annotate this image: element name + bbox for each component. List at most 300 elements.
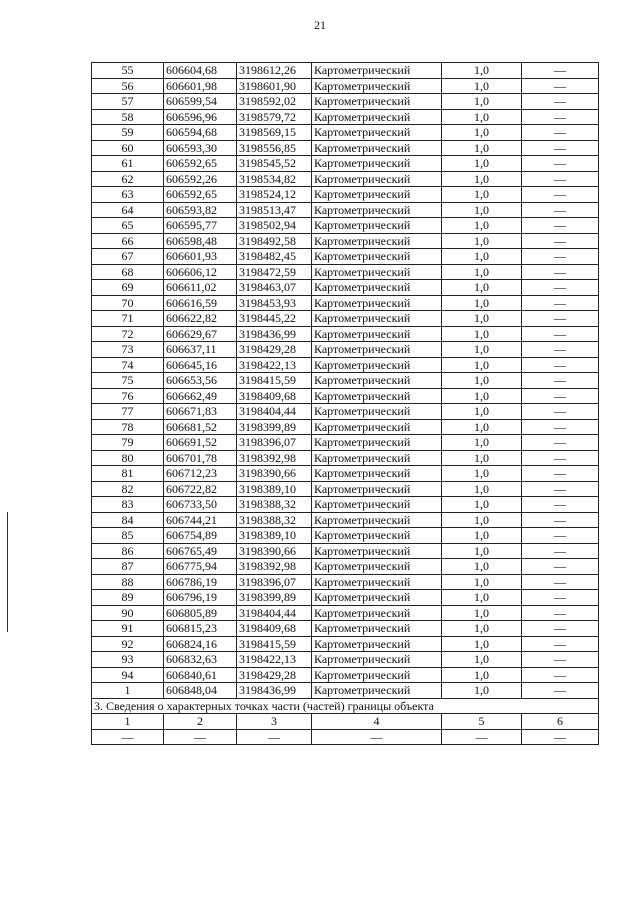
method: Картометрический — [312, 94, 442, 110]
accuracy: 1,0 — [442, 125, 522, 141]
point-number: 75 — [92, 373, 164, 389]
table-row — [92, 264, 599, 280]
y-coordinate: 3198392,98 — [237, 559, 312, 575]
column-number-6: 6 — [522, 714, 599, 730]
empty-cell: — — [92, 729, 164, 745]
point-number: 74 — [92, 357, 164, 373]
method: Картометрический — [312, 171, 442, 187]
table-row — [92, 574, 599, 590]
accuracy: 1,0 — [442, 357, 522, 373]
x-coordinate: 606616,59 — [164, 295, 237, 311]
method: Картометрический — [312, 481, 442, 497]
y-coordinate: 3198404,44 — [237, 404, 312, 420]
description: — — [522, 218, 599, 234]
y-coordinate: 3198445,22 — [237, 311, 312, 327]
description: — — [522, 357, 599, 373]
table-row — [92, 156, 599, 172]
description: — — [522, 140, 599, 156]
table-row — [92, 543, 599, 559]
accuracy: 1,0 — [442, 388, 522, 404]
method: Картометрический — [312, 202, 442, 218]
point-number: 71 — [92, 311, 164, 327]
accuracy: 1,0 — [442, 450, 522, 466]
point-number: 73 — [92, 342, 164, 358]
y-coordinate: 3198404,44 — [237, 605, 312, 621]
point-number: 79 — [92, 435, 164, 451]
table-row — [92, 621, 599, 637]
y-coordinate: 3198492,58 — [237, 233, 312, 249]
description: — — [522, 435, 599, 451]
accuracy: 1,0 — [442, 187, 522, 203]
table-row — [92, 419, 599, 435]
method: Картометрический — [312, 683, 442, 699]
method: Картометрический — [312, 125, 442, 141]
method: Картометрический — [312, 78, 442, 94]
y-coordinate: 3198422,13 — [237, 652, 312, 668]
accuracy: 1,0 — [442, 667, 522, 683]
method: Картометрический — [312, 435, 442, 451]
description: — — [522, 125, 599, 141]
y-coordinate: 3198390,66 — [237, 543, 312, 559]
coordinates-table-body — [92, 63, 599, 699]
description: — — [522, 605, 599, 621]
table-row — [92, 667, 599, 683]
description: — — [522, 466, 599, 482]
accuracy: 1,0 — [442, 94, 522, 110]
y-coordinate: 3198415,59 — [237, 373, 312, 389]
accuracy: 1,0 — [442, 466, 522, 482]
point-number: 86 — [92, 543, 164, 559]
empty-cell: — — [522, 729, 599, 745]
y-coordinate: 3198396,07 — [237, 435, 312, 451]
table-row — [92, 342, 599, 358]
x-coordinate: 606754,89 — [164, 528, 237, 544]
y-coordinate: 3198612,26 — [237, 63, 312, 79]
accuracy: 1,0 — [442, 63, 522, 79]
point-number: 69 — [92, 280, 164, 296]
y-coordinate: 3198429,28 — [237, 342, 312, 358]
description: — — [522, 109, 599, 125]
x-coordinate: 606645,16 — [164, 357, 237, 373]
accuracy: 1,0 — [442, 140, 522, 156]
x-coordinate: 606596,96 — [164, 109, 237, 125]
x-coordinate: 606594,68 — [164, 125, 237, 141]
method: Картометрический — [312, 667, 442, 683]
table-row — [92, 233, 599, 249]
table-row — [92, 311, 599, 327]
description: — — [522, 326, 599, 342]
method: Картометрический — [312, 388, 442, 404]
empty-cell: — — [442, 729, 522, 745]
accuracy: 1,0 — [442, 512, 522, 528]
description: — — [522, 295, 599, 311]
description: — — [522, 404, 599, 420]
description: — — [522, 78, 599, 94]
x-coordinate: 606840,61 — [164, 667, 237, 683]
method: Картометрический — [312, 466, 442, 482]
description: — — [522, 543, 599, 559]
method: Картометрический — [312, 218, 442, 234]
y-coordinate: 3198390,66 — [237, 466, 312, 482]
y-coordinate: 3198409,68 — [237, 621, 312, 637]
description: — — [522, 497, 599, 513]
x-coordinate: 606701,78 — [164, 450, 237, 466]
accuracy: 1,0 — [442, 621, 522, 637]
y-coordinate: 3198389,10 — [237, 528, 312, 544]
table-row — [92, 125, 599, 141]
method: Картометрический — [312, 233, 442, 249]
description: — — [522, 481, 599, 497]
table-row — [92, 373, 599, 389]
accuracy: 1,0 — [442, 636, 522, 652]
point-number: 70 — [92, 295, 164, 311]
point-number: 72 — [92, 326, 164, 342]
point-number: 91 — [92, 621, 164, 637]
y-coordinate: 3198396,07 — [237, 574, 312, 590]
description: — — [522, 667, 599, 683]
accuracy: 1,0 — [442, 373, 522, 389]
point-number: 62 — [92, 171, 164, 187]
x-coordinate: 606592,65 — [164, 187, 237, 203]
method: Картометрический — [312, 156, 442, 172]
x-coordinate: 606604,68 — [164, 63, 237, 79]
y-coordinate: 3198545,52 — [237, 156, 312, 172]
x-coordinate: 606733,50 — [164, 497, 237, 513]
section3-body — [92, 698, 599, 745]
point-number: 83 — [92, 497, 164, 513]
accuracy: 1,0 — [442, 435, 522, 451]
point-number: 80 — [92, 450, 164, 466]
table-row — [92, 450, 599, 466]
table-row — [92, 295, 599, 311]
y-coordinate: 3198388,32 — [237, 512, 312, 528]
method: Картометрический — [312, 264, 442, 280]
description: — — [522, 280, 599, 296]
table-row — [92, 218, 599, 234]
x-coordinate: 606606,12 — [164, 264, 237, 280]
x-coordinate: 606601,93 — [164, 249, 237, 265]
description: — — [522, 528, 599, 544]
y-coordinate: 3198482,45 — [237, 249, 312, 265]
description: — — [522, 202, 599, 218]
x-coordinate: 606662,49 — [164, 388, 237, 404]
accuracy: 1,0 — [442, 605, 522, 621]
y-coordinate: 3198463,07 — [237, 280, 312, 296]
point-number: 66 — [92, 233, 164, 249]
accuracy: 1,0 — [442, 652, 522, 668]
table-row — [92, 404, 599, 420]
section3-title-row — [92, 698, 599, 714]
description: — — [522, 512, 599, 528]
method: Картометрический — [312, 636, 442, 652]
point-number: 93 — [92, 652, 164, 668]
table-row — [92, 326, 599, 342]
y-coordinate: 3198556,85 — [237, 140, 312, 156]
accuracy: 1,0 — [442, 590, 522, 606]
x-coordinate: 606598,48 — [164, 233, 237, 249]
point-number: 85 — [92, 528, 164, 544]
x-coordinate: 606592,65 — [164, 156, 237, 172]
method: Картометрический — [312, 450, 442, 466]
description: — — [522, 621, 599, 637]
table-row — [92, 652, 599, 668]
accuracy: 1,0 — [442, 311, 522, 327]
method: Картометрический — [312, 373, 442, 389]
section3-column-numbers-row — [92, 714, 599, 730]
y-coordinate: 3198453,93 — [237, 295, 312, 311]
accuracy: 1,0 — [442, 326, 522, 342]
description: — — [522, 94, 599, 110]
point-number: 82 — [92, 481, 164, 497]
table-row — [92, 605, 599, 621]
y-coordinate: 3198524,12 — [237, 187, 312, 203]
description: — — [522, 249, 599, 265]
table-row — [92, 140, 599, 156]
accuracy: 1,0 — [442, 264, 522, 280]
description: — — [522, 388, 599, 404]
description: — — [522, 636, 599, 652]
y-coordinate: 3198399,89 — [237, 590, 312, 606]
method: Картометрический — [312, 528, 442, 544]
y-coordinate: 3198513,47 — [237, 202, 312, 218]
table-row — [92, 388, 599, 404]
description: — — [522, 450, 599, 466]
description: — — [522, 373, 599, 389]
accuracy: 1,0 — [442, 342, 522, 358]
accuracy: 1,0 — [442, 109, 522, 125]
table-row — [92, 497, 599, 513]
point-number: 57 — [92, 94, 164, 110]
accuracy: 1,0 — [442, 218, 522, 234]
x-coordinate: 606593,30 — [164, 140, 237, 156]
x-coordinate: 606629,67 — [164, 326, 237, 342]
accuracy: 1,0 — [442, 233, 522, 249]
accuracy: 1,0 — [442, 543, 522, 559]
point-number: 87 — [92, 559, 164, 575]
x-coordinate: 606671,83 — [164, 404, 237, 420]
table-row — [92, 683, 599, 699]
x-coordinate: 606653,56 — [164, 373, 237, 389]
table-row — [92, 63, 599, 79]
description: — — [522, 156, 599, 172]
y-coordinate: 3198472,59 — [237, 264, 312, 280]
x-coordinate: 606765,49 — [164, 543, 237, 559]
accuracy: 1,0 — [442, 295, 522, 311]
x-coordinate: 606744,21 — [164, 512, 237, 528]
point-number: 90 — [92, 605, 164, 621]
x-coordinate: 606691,52 — [164, 435, 237, 451]
description: — — [522, 233, 599, 249]
point-number: 89 — [92, 590, 164, 606]
point-number: 64 — [92, 202, 164, 218]
y-coordinate: 3198436,99 — [237, 683, 312, 699]
accuracy: 1,0 — [442, 202, 522, 218]
method: Картометрический — [312, 574, 442, 590]
table-row — [92, 435, 599, 451]
accuracy: 1,0 — [442, 249, 522, 265]
method: Картометрический — [312, 249, 442, 265]
method: Картометрический — [312, 404, 442, 420]
description: — — [522, 574, 599, 590]
empty-cell: — — [312, 729, 442, 745]
table-row — [92, 280, 599, 296]
y-coordinate: 3198409,68 — [237, 388, 312, 404]
coordinates-table — [91, 62, 599, 745]
table-row — [92, 512, 599, 528]
accuracy: 1,0 — [442, 171, 522, 187]
method: Картометрический — [312, 621, 442, 637]
method: Картометрический — [312, 543, 442, 559]
point-number: 88 — [92, 574, 164, 590]
point-number: 59 — [92, 125, 164, 141]
column-number-3: 3 — [237, 714, 312, 730]
method: Картометрический — [312, 512, 442, 528]
y-coordinate: 3198569,15 — [237, 125, 312, 141]
x-coordinate: 606622,82 — [164, 311, 237, 327]
accuracy: 1,0 — [442, 683, 522, 699]
method: Картометрический — [312, 280, 442, 296]
y-coordinate: 3198502,94 — [237, 218, 312, 234]
description: — — [522, 311, 599, 327]
accuracy: 1,0 — [442, 481, 522, 497]
point-number: 63 — [92, 187, 164, 203]
x-coordinate: 606722,82 — [164, 481, 237, 497]
x-coordinate: 606832,63 — [164, 652, 237, 668]
point-number: 81 — [92, 466, 164, 482]
accuracy: 1,0 — [442, 559, 522, 575]
table-row — [92, 187, 599, 203]
point-number: 55 — [92, 63, 164, 79]
x-coordinate: 606611,02 — [164, 280, 237, 296]
y-coordinate: 3198388,32 — [237, 497, 312, 513]
description: — — [522, 63, 599, 79]
point-number: 65 — [92, 218, 164, 234]
point-number: 76 — [92, 388, 164, 404]
method: Картометрический — [312, 590, 442, 606]
x-coordinate: 606681,52 — [164, 419, 237, 435]
description: — — [522, 683, 599, 699]
method: Картометрический — [312, 652, 442, 668]
table-row — [92, 636, 599, 652]
accuracy: 1,0 — [442, 280, 522, 296]
column-number-5: 5 — [442, 714, 522, 730]
y-coordinate: 3198389,10 — [237, 481, 312, 497]
description: — — [522, 559, 599, 575]
point-number: 67 — [92, 249, 164, 265]
y-coordinate: 3198601,90 — [237, 78, 312, 94]
x-coordinate: 606848,04 — [164, 683, 237, 699]
method: Картометрический — [312, 311, 442, 327]
point-number: 94 — [92, 667, 164, 683]
x-coordinate: 606775,94 — [164, 559, 237, 575]
accuracy: 1,0 — [442, 404, 522, 420]
x-coordinate: 606601,98 — [164, 78, 237, 94]
table-row — [92, 528, 599, 544]
method: Картометрический — [312, 140, 442, 156]
point-number: 78 — [92, 419, 164, 435]
table-row — [92, 171, 599, 187]
table-row — [92, 78, 599, 94]
point-number: 84 — [92, 512, 164, 528]
column-number-1: 1 — [92, 714, 164, 730]
x-coordinate: 606805,89 — [164, 605, 237, 621]
point-number: 61 — [92, 156, 164, 172]
y-coordinate: 3198579,72 — [237, 109, 312, 125]
description: — — [522, 264, 599, 280]
table-row — [92, 481, 599, 497]
description: — — [522, 342, 599, 358]
method: Картометрический — [312, 295, 442, 311]
accuracy: 1,0 — [442, 528, 522, 544]
x-coordinate: 606796,19 — [164, 590, 237, 606]
y-coordinate: 3198534,82 — [237, 171, 312, 187]
table-row — [92, 466, 599, 482]
method: Картометрический — [312, 419, 442, 435]
point-number: 58 — [92, 109, 164, 125]
method: Картометрический — [312, 497, 442, 513]
description: — — [522, 590, 599, 606]
method: Картометрический — [312, 342, 442, 358]
method: Картометрический — [312, 357, 442, 373]
description: — — [522, 187, 599, 203]
method: Картометрический — [312, 109, 442, 125]
x-coordinate: 606824,16 — [164, 636, 237, 652]
x-coordinate: 606786,19 — [164, 574, 237, 590]
description: — — [522, 171, 599, 187]
x-coordinate: 606637,11 — [164, 342, 237, 358]
point-number: 1 — [92, 683, 164, 699]
empty-cell: — — [237, 729, 312, 745]
y-coordinate: 3198392,98 — [237, 450, 312, 466]
table-row — [92, 590, 599, 606]
x-coordinate: 606712,23 — [164, 466, 237, 482]
point-number: 56 — [92, 78, 164, 94]
point-number: 92 — [92, 636, 164, 652]
table-row — [92, 94, 599, 110]
accuracy: 1,0 — [442, 78, 522, 94]
point-number: 77 — [92, 404, 164, 420]
method: Картометрический — [312, 187, 442, 203]
empty-cell: — — [164, 729, 237, 745]
table-row — [92, 249, 599, 265]
x-coordinate: 606592,26 — [164, 171, 237, 187]
y-coordinate: 3198399,89 — [237, 419, 312, 435]
table-row — [92, 559, 599, 575]
accuracy: 1,0 — [442, 419, 522, 435]
table-row — [92, 357, 599, 373]
point-number: 60 — [92, 140, 164, 156]
section3-empty-row — [92, 729, 599, 745]
method: Картометрический — [312, 559, 442, 575]
section3-title: 3. Сведения о характерных точках части (частей) границы объекта — [92, 698, 599, 714]
table-row — [92, 202, 599, 218]
column-number-4: 4 — [312, 714, 442, 730]
x-coordinate: 606595,77 — [164, 218, 237, 234]
method: Картометрический — [312, 326, 442, 342]
accuracy: 1,0 — [442, 574, 522, 590]
y-coordinate: 3198422,13 — [237, 357, 312, 373]
x-coordinate: 606815,23 — [164, 621, 237, 637]
margin-line — [7, 512, 8, 632]
x-coordinate: 606599,54 — [164, 94, 237, 110]
method: Картометрический — [312, 63, 442, 79]
description: — — [522, 652, 599, 668]
x-coordinate: 606593,82 — [164, 202, 237, 218]
y-coordinate: 3198592,02 — [237, 94, 312, 110]
y-coordinate: 3198436,99 — [237, 326, 312, 342]
description: — — [522, 419, 599, 435]
y-coordinate: 3198429,28 — [237, 667, 312, 683]
